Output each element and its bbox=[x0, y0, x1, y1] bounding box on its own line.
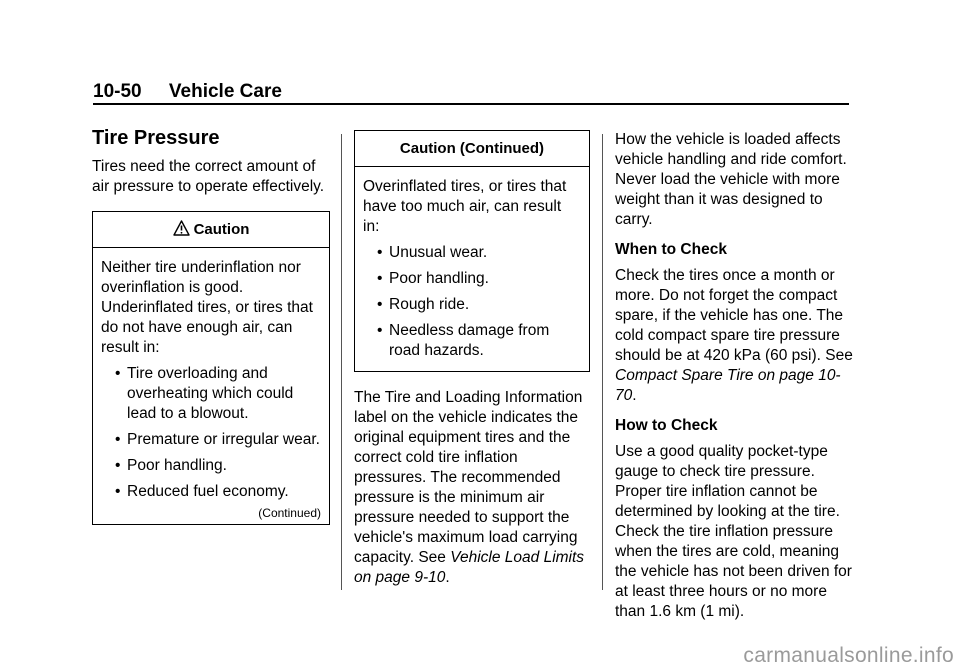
when-to-check-heading: When to Check bbox=[615, 241, 727, 258]
caution-continued-bullet-list bbox=[363, 243, 581, 361]
page-title: Tire Pressure bbox=[92, 127, 220, 149]
section-title: Vehicle Care bbox=[168, 81, 282, 102]
bullet: • bbox=[115, 365, 121, 382]
bullet: • bbox=[115, 457, 121, 474]
column-divider-1 bbox=[341, 134, 342, 590]
caution-continued-text: Overinflated tires, or tires that have too much air, can result in: bbox=[363, 178, 567, 235]
how-to-check-heading: How to Check bbox=[615, 417, 718, 434]
continued-note: (Continued) bbox=[258, 506, 321, 520]
list-item-text: Premature or irregular wear. bbox=[127, 431, 320, 448]
loading-paragraph: How the vehicle is loaded affects vehicle handling and ride comfort. Never load the vehicle with more weight than it was designed to carry. bbox=[615, 131, 847, 228]
bullet: • bbox=[115, 483, 121, 500]
when-to-check-end: . bbox=[632, 387, 637, 404]
column-3 bbox=[615, 130, 855, 622]
caution-body bbox=[93, 248, 329, 524]
bullet: • bbox=[377, 322, 383, 339]
header-rule bbox=[93, 103, 849, 105]
caution-continued-body bbox=[355, 167, 589, 371]
watermark: carmanualsonline.info bbox=[743, 644, 954, 667]
bullet: • bbox=[377, 296, 383, 313]
list-item bbox=[101, 482, 321, 502]
label-paragraph-end: . bbox=[445, 569, 450, 586]
when-to-check-text: Check the tires once a month or more. Do not forget the compact spare, if the vehicle has one. The cold compact spare tire pressure should be at 420 kPa (60 psi). See bbox=[615, 267, 853, 364]
warning-triangle-icon bbox=[173, 220, 190, 236]
page-header bbox=[93, 80, 849, 104]
how-to-check-paragraph: Use a good quality pocket-type gauge to check tire pressure. Proper tire inflation cannot be determined by looking at the tire. Check the tire inflation pressure when the tires are cold, meaning the vehicle has not been driven for at least three hours or no more than 1.6 km (1 mi). bbox=[615, 443, 852, 620]
compact-spare-tire-link[interactable]: Compact Spare Tire on page 10-70 bbox=[615, 367, 841, 404]
list-item-text: Unusual wear. bbox=[389, 244, 488, 261]
list-item bbox=[363, 295, 581, 315]
caution-heading-text: Caution bbox=[193, 221, 250, 238]
caution-continued-box bbox=[354, 130, 590, 372]
list-item-text: Tire overloading and overheating which could lead to a blowout. bbox=[127, 365, 294, 422]
list-item-text: Poor handling. bbox=[127, 457, 227, 474]
list-item-text: Needless damage from road hazards. bbox=[389, 322, 550, 359]
list-item bbox=[101, 456, 321, 476]
label-paragraph-text: The Tire and Loading Information label on the vehicle indicates the original equipment tires and the correct cold tire inflation pressures. The recommended pressure is the minimum air pressure needed to support the vehicle's maximum load carrying capacity. See bbox=[354, 389, 583, 566]
list-item bbox=[363, 243, 581, 263]
caution-heading bbox=[93, 212, 329, 248]
list-item-text: Poor handling. bbox=[389, 270, 489, 287]
caution-continued-heading: Caution (Continued) bbox=[355, 131, 589, 167]
caution-bullet-list bbox=[101, 364, 321, 502]
intro-paragraph: Tires need the correct amount of air pressure to operate effectively. bbox=[92, 158, 325, 195]
list-item-text: Reduced fuel economy. bbox=[127, 483, 289, 500]
column-1 bbox=[92, 124, 330, 525]
list-item bbox=[363, 321, 581, 361]
caution-box bbox=[92, 211, 330, 525]
list-item-text: Rough ride. bbox=[389, 296, 470, 313]
list-item bbox=[101, 430, 321, 450]
bullet: • bbox=[115, 431, 121, 448]
bullet: • bbox=[377, 270, 383, 287]
label-paragraph bbox=[354, 388, 590, 588]
when-to-check-paragraph bbox=[615, 266, 855, 406]
caution-text: Neither tire underinflation nor overinflation is good. Underinflated tires, or tires that do not have enough air, can result in: bbox=[101, 259, 313, 356]
column-divider-2 bbox=[602, 134, 603, 590]
bullet: • bbox=[377, 244, 383, 261]
list-item bbox=[363, 269, 581, 289]
column-2 bbox=[354, 130, 590, 588]
page-number: 10-50 bbox=[93, 81, 142, 102]
vehicle-load-limits-link[interactable]: Vehicle Load Limits on page 9-10 bbox=[354, 549, 585, 586]
list-item bbox=[101, 364, 321, 424]
